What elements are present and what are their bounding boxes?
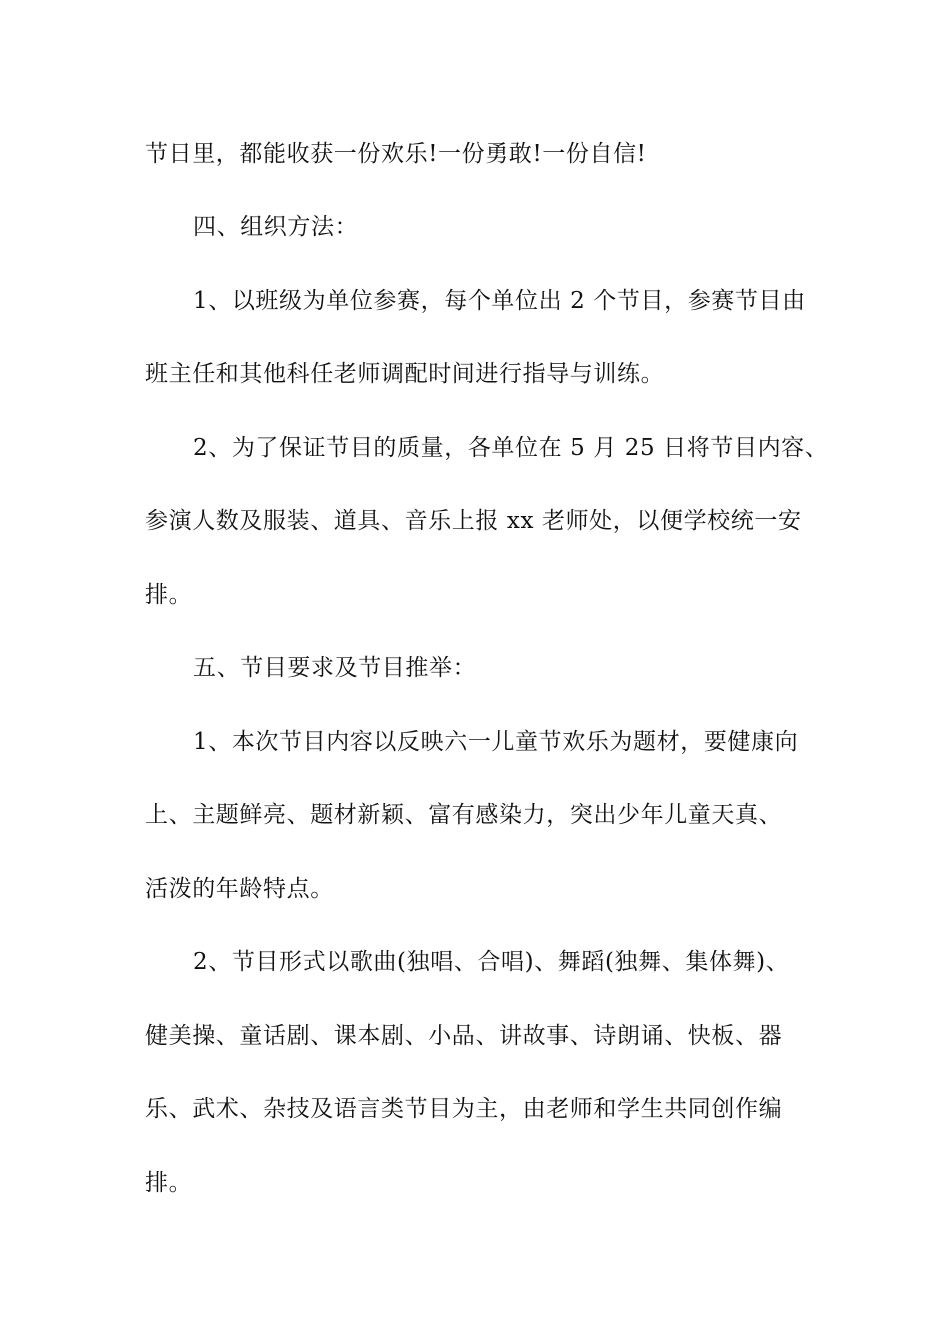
paragraph-line: 参演人数及服装、道具、音乐上报 xx 老师处，以便学校统一安 [145,508,802,534]
paragraph-line: 上、主题鲜亮、题材新颖、富有感染力，突出少年儿童天真、 [145,802,783,828]
paragraph-line: 1、本次节目内容以反映六一儿童节欢乐为题材，要健康向 [193,729,799,755]
section-heading-requirements: 五、节目要求及节目推举： [193,655,477,681]
paragraph-line: 排。 [145,582,193,608]
section-heading-organization: 四、组织方法： [193,214,359,240]
paragraph-line: 排。 [145,1170,193,1196]
paragraph-line: 节日里，都能收获一份欢乐!一份勇敢!一份自信! [145,141,647,167]
paragraph-line: 1、以班级为单位参赛，每个单位出 2 个节目，参赛节目由 [193,288,806,314]
paragraph-line: 活泼的年龄特点。 [145,876,334,902]
paragraph-line: 2、为了保证节目的质量，各单位在 5 月 25 日将节目内容、 [193,435,829,461]
paragraph-line: 班主任和其他科任老师调配时间进行指导与训练。 [145,361,665,387]
paragraph-line: 健美操、童话剧、课本剧、小品、讲故事、诗朗诵、快板、器 [145,1023,783,1049]
paragraph-line: 乐、武术、杂技及语言类节目为主，由老师和学生共同创作编 [145,1096,783,1122]
paragraph-line: 2、节目形式以歌曲(独唱、合唱)、舞蹈(独舞、集体舞)、 [193,949,790,975]
